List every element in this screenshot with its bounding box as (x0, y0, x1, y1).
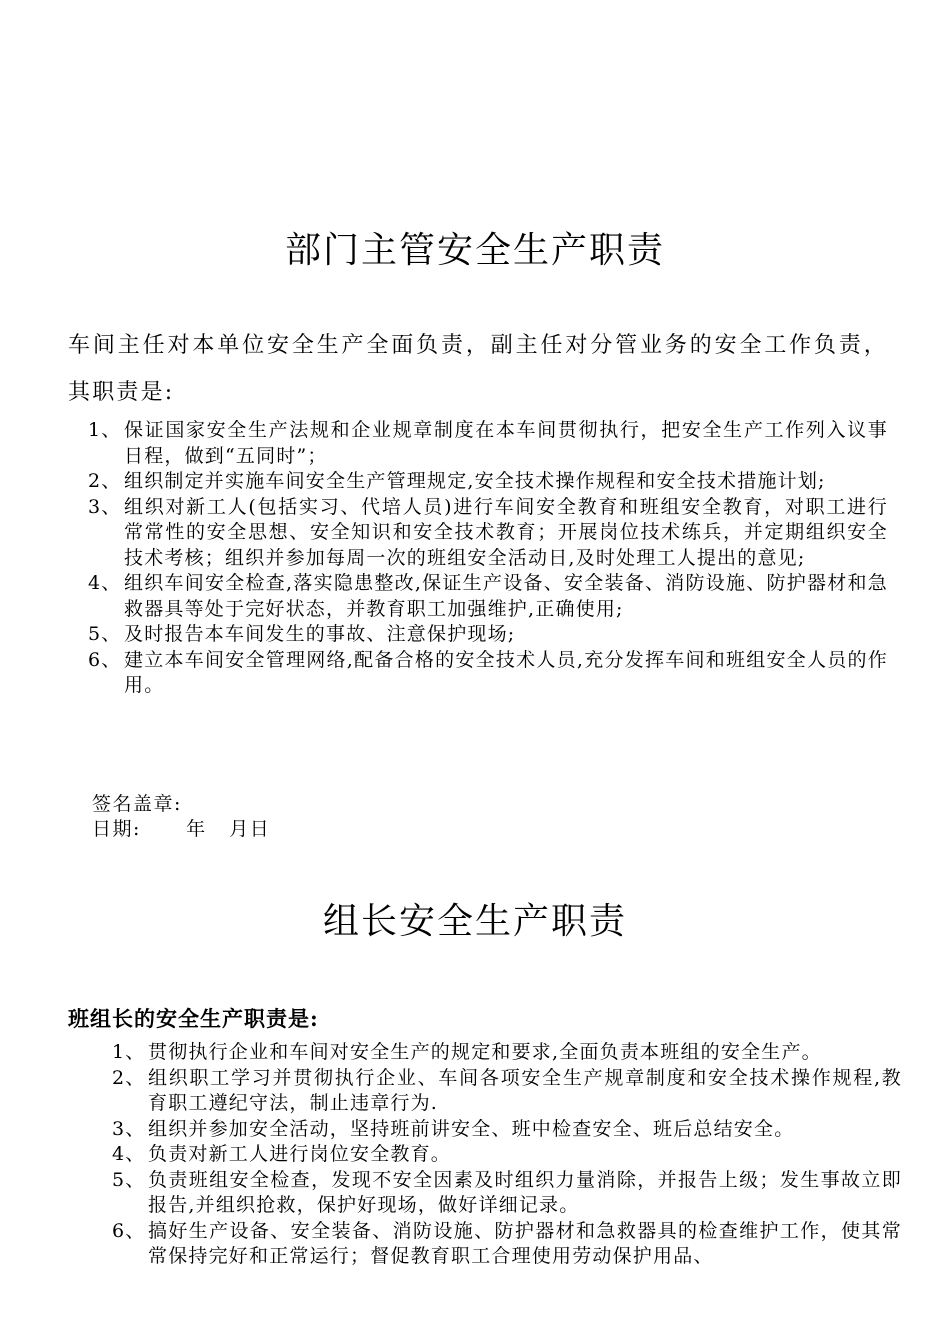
section2-lead: 班组长的安全生产职责是: (68, 1006, 319, 1031)
section1-duty-item-6 (88, 648, 888, 699)
item-number: 6、 (112, 1219, 146, 1242)
item-number: 1、 (88, 419, 122, 441)
section2-duty-item-1 (112, 1040, 902, 1066)
item-text: 组织制定并实施车间安全生产管理规定,安全技术操作规程和安全技术措施计划; (124, 470, 826, 492)
item-text: 及时报告本车间发生的事故、注意保护现场; (124, 623, 516, 645)
item-text: 搞好生产设备、安全装备、消防设施、防护器材和急救器具的检查维护工作，使其常常保持完好和正常运行；督促教育职工合理使用劳动保护用品、 (148, 1219, 902, 1267)
item-text: 贯彻执行企业和车间对安全生产的规定和要求,全面负责本班组的安全生产。 (148, 1041, 822, 1063)
item-number: 4、 (88, 572, 122, 594)
section1-duty-item-2 (88, 469, 888, 495)
section1-duty-item-3 (88, 495, 888, 572)
item-number: 5、 (112, 1168, 146, 1191)
section2-duty-item-6 (112, 1219, 902, 1270)
item-number: 3、 (88, 495, 122, 518)
item-text: 负责班组安全检查，发现不安全因素及时组织力量消除，并报告上级；发生事故立即报告,并组织抢救，保护好现场，做好详细记录。 (148, 1168, 902, 1216)
item-text: 负责对新工人进行岗位安全教育。 (148, 1143, 452, 1165)
section2-duty-item-5 (112, 1168, 902, 1219)
item-text: 组织并参加安全活动，坚持班前讲安全、班中检查安全、班后总结安全。 (148, 1117, 795, 1140)
item-text: 组织对新工人(包括实习、代培人员)进行车间安全教育和班组安全教育，对职工进行常常性的安全思想、安全知识和安全技术教育；开展岗位技术练兵，并定期组织安全技术考核；组织并参加每周一次的班组安全活动日,及时处理工人提出的意见; (124, 495, 888, 569)
section1-duty-item-5 (88, 622, 888, 648)
section2-duty-item-4 (112, 1142, 902, 1168)
item-number: 2、 (112, 1066, 146, 1089)
item-number: 3、 (112, 1117, 146, 1140)
date-line: 日期: 年 月日 (92, 818, 271, 840)
section1-duty-list (88, 418, 888, 699)
section1-duty-item-4 (88, 571, 888, 622)
item-number: 5、 (88, 623, 122, 645)
section1-intro: 车间主任对本单位安全生产全面负责，副主任对分管业务的安全工作负责，其职责是: (68, 333, 888, 405)
section2-duty-item-2 (112, 1066, 902, 1117)
signature-label: 签名盖章: (92, 793, 182, 815)
item-number: 1、 (112, 1041, 146, 1063)
item-number: 4、 (112, 1143, 146, 1165)
item-text: 保证国家安全生产法规和企业规章制度在本车间贯彻执行，把安全生产工作列入议事日程，做到“五同时”； (124, 419, 888, 467)
item-number: 6、 (88, 648, 122, 671)
item-text: 组织职工学习并贯彻执行企业、车间各项安全生产规章制度和安全技术操作规程,教育职工遵纪守法，制止违章行为. (148, 1066, 902, 1114)
section1-duty-item-1 (88, 418, 888, 469)
section2-title: 组长安全生产职责 (322, 901, 627, 942)
item-number: 2、 (88, 470, 122, 492)
section1-title: 部门主管安全生产职责 (284, 230, 665, 271)
item-text: 组织车间安全检查,落实隐患整改,保证生产设备、安全装备、消防设施、防护器材和急救器具等处于完好状态，并教育职工加强维护,正确使用; (124, 572, 888, 620)
section2-duty-item-3 (112, 1117, 902, 1143)
item-text: 建立本车间安全管理网络,配备合格的安全技术人员,充分发挥车间和班组安全人员的作用。 (124, 648, 888, 696)
section2-duty-list (112, 1040, 902, 1270)
